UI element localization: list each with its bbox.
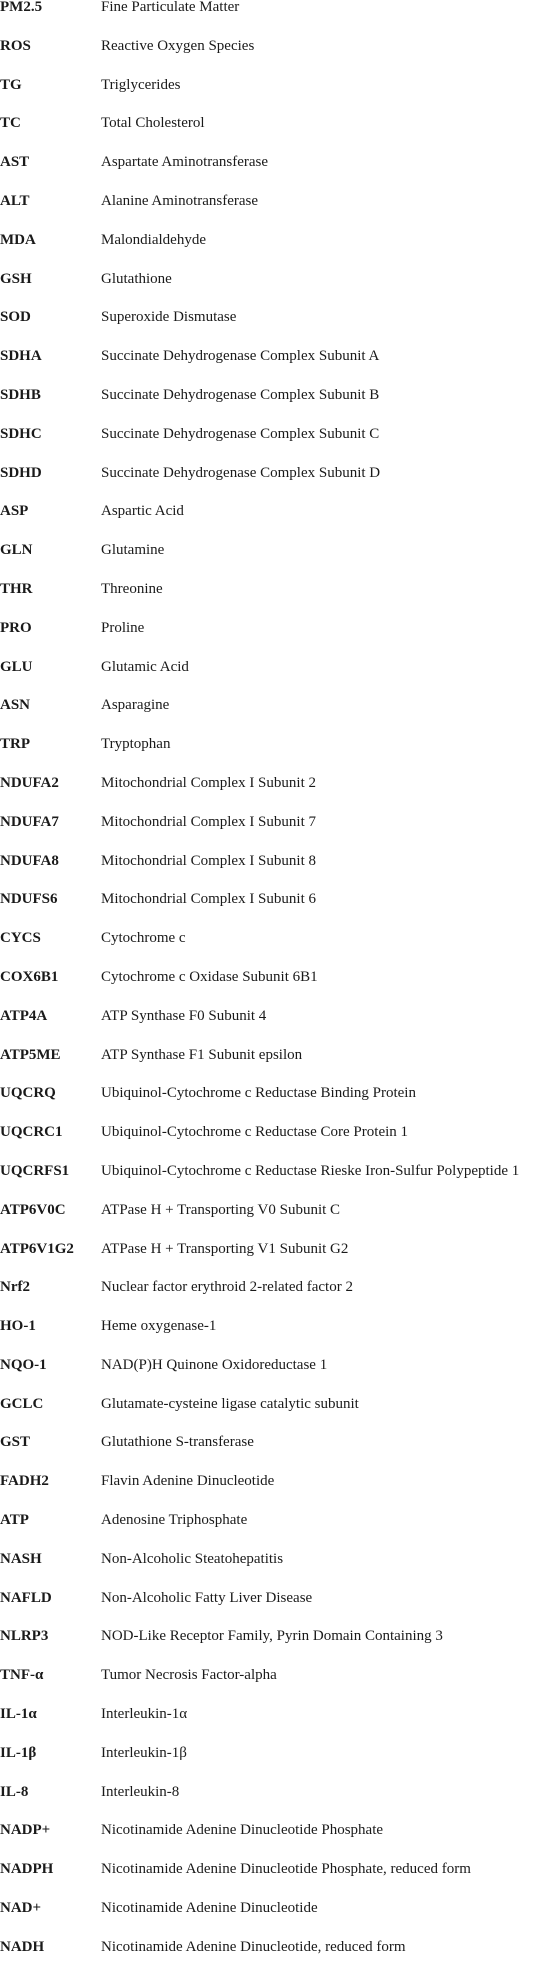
abbreviation-term: COX6B1 — [0, 968, 59, 985]
abbreviation-term: GLU — [0, 658, 33, 675]
abbreviation-term: GSH — [0, 270, 32, 287]
abbreviation-row — [0, 388, 558, 427]
abbreviation-term: PRO — [0, 619, 32, 636]
abbreviation-row — [0, 698, 558, 737]
abbreviation-term: NADP+ — [0, 1822, 51, 1839]
abbreviation-term: IL-1β — [0, 1744, 37, 1761]
abbreviation-definition: Tumor Necrosis Factor-alpha — [101, 1667, 277, 1684]
abbreviation-row — [0, 1048, 558, 1087]
abbreviation-term: ROS — [0, 37, 31, 54]
abbreviation-term: AST — [0, 154, 30, 171]
abbreviation-definition: Interleukin-1β — [101, 1744, 187, 1761]
abbreviation-definition: Flavin Adenine Dinucleotide — [101, 1473, 275, 1490]
abbreviation-row — [0, 854, 558, 893]
abbreviation-term: GST — [0, 1434, 31, 1451]
abbreviation-definition: Cytochrome c — [101, 930, 186, 947]
abbreviation-definition: Reactive Oxygen Species — [101, 37, 255, 54]
abbreviation-definition: Heme oxygenase-1 — [101, 1318, 217, 1335]
abbreviation-definition: NAD(P)H Quinone Oxidoreductase 1 — [101, 1356, 328, 1373]
abbreviation-definition: Nuclear factor erythroid 2-related factor 2 — [101, 1279, 353, 1296]
abbreviation-definition: Ubiquinol-Cytochrome c Reductase Rieske Iron-Sulfur Polypeptide 1 — [101, 1162, 520, 1179]
abbreviation-row — [0, 1668, 558, 1707]
abbreviation-term: NDUFA8 — [0, 852, 59, 869]
abbreviation-row — [0, 1629, 558, 1668]
abbreviation-definition: Succinate Dehydrogenase Complex Subunit A — [101, 348, 380, 365]
abbreviation-term: TNF-α — [0, 1667, 44, 1684]
abbreviation-definition: Nicotinamide Adenine Dinucleotide — [101, 1900, 318, 1917]
abbreviation-row — [0, 116, 558, 155]
abbreviation-definition: NOD-Like Receptor Family, Pyrin Domain Containing 3 — [101, 1628, 443, 1645]
abbreviation-row — [0, 1397, 558, 1436]
abbreviation-term: MDA — [0, 231, 36, 248]
abbreviation-definition: Aspartic Acid — [101, 503, 184, 520]
abbreviation-definition: ATP Synthase F0 Subunit 4 — [101, 1007, 267, 1024]
abbreviation-definition: Non-Alcoholic Fatty Liver Disease — [101, 1589, 313, 1606]
abbreviation-definition: Succinate Dehydrogenase Complex Subunit B — [101, 386, 380, 403]
abbreviation-row — [0, 1862, 558, 1901]
abbreviation-definition: Succinate Dehydrogenase Complex Subunit D — [101, 464, 381, 481]
abbreviation-row — [0, 78, 558, 117]
abbreviation-term: TC — [0, 115, 21, 132]
abbreviation-term: NQO-1 — [0, 1356, 47, 1373]
abbreviation-term: SDHC — [0, 425, 42, 442]
abbreviation-definition: Malondialdehyde — [101, 231, 206, 248]
abbreviation-definition: Aspartate Aminotransferase — [101, 154, 269, 171]
abbreviation-definition: Glutamate-cysteine ligase catalytic subunit — [101, 1395, 359, 1412]
abbreviation-term: NDUFA7 — [0, 813, 59, 830]
abbreviation-row — [0, 776, 558, 815]
abbreviation-row — [0, 1280, 558, 1319]
abbreviation-definition: Proline — [101, 619, 145, 636]
abbreviation-term: ATP6V0C — [0, 1201, 66, 1218]
abbreviation-term: ATP5ME — [0, 1046, 61, 1063]
abbreviation-definition: Triglycerides — [101, 76, 181, 93]
abbreviation-row — [0, 621, 558, 660]
abbreviation-definition: Glutamine — [101, 542, 165, 559]
abbreviation-term: ATP6V1G2 — [0, 1240, 74, 1257]
abbreviation-term: PM2.5 — [0, 0, 43, 15]
abbreviation-row — [0, 1358, 558, 1397]
abbreviation-term: ATP — [0, 1512, 29, 1529]
abbreviation-term: GCLC — [0, 1395, 44, 1412]
abbreviation-term: NLRP3 — [0, 1628, 49, 1645]
abbreviation-row — [0, 504, 558, 543]
abbreviation-term: ASP — [0, 503, 29, 520]
abbreviation-term: ALT — [0, 192, 30, 209]
abbreviation-row — [0, 931, 558, 970]
abbreviation-definition: Interleukin-1α — [101, 1706, 188, 1723]
abbreviation-term: NDUFA2 — [0, 774, 59, 791]
abbreviation-definition: Total Cholesterol — [101, 115, 205, 132]
abbreviation-row — [0, 1901, 558, 1940]
abbreviation-term: UQCRFS1 — [0, 1162, 70, 1179]
abbreviation-row — [0, 1086, 558, 1125]
abbreviation-term: NDUFS6 — [0, 891, 58, 908]
abbreviation-term: NASH — [0, 1550, 42, 1567]
abbreviation-row — [0, 660, 558, 699]
abbreviation-row — [0, 1513, 558, 1552]
abbreviation-definition: Mitochondrial Complex I Subunit 6 — [101, 891, 316, 908]
abbreviation-row — [0, 1435, 558, 1474]
abbreviation-term: UQCRQ — [0, 1085, 56, 1102]
abbreviation-term: ATP4A — [0, 1007, 48, 1024]
abbreviation-definition: ATP Synthase F1 Subunit epsilon — [101, 1046, 303, 1063]
abbreviation-term: FADH2 — [0, 1473, 49, 1490]
abbreviation-row — [0, 1591, 558, 1630]
abbreviation-definition: Non-Alcoholic Steatohepatitis — [101, 1550, 284, 1567]
abbreviation-term: IL-8 — [0, 1783, 29, 1800]
abbreviation-definition: Glutathione S-transferase — [101, 1434, 254, 1451]
abbreviation-term: NADH — [0, 1938, 45, 1955]
abbreviation-term: THR — [0, 580, 33, 597]
abbreviation-row — [0, 892, 558, 931]
abbreviation-term: NAD+ — [0, 1900, 42, 1917]
abbreviation-row — [0, 427, 558, 466]
abbreviation-definition: Asparagine — [101, 697, 170, 714]
abbreviation-definition: Glutathione — [101, 270, 172, 287]
abbreviation-term: SOD — [0, 309, 31, 326]
abbreviation-row — [0, 1707, 558, 1746]
abbreviation-row — [0, 1242, 558, 1281]
abbreviation-row — [0, 1319, 558, 1358]
abbreviation-definition: Interleukin-8 — [101, 1783, 180, 1800]
abbreviation-row — [0, 194, 558, 233]
abbreviation-row — [0, 1125, 558, 1164]
abbreviation-row — [0, 272, 558, 311]
abbreviation-definition: Tryptophan — [101, 736, 171, 753]
abbreviation-definition: Threonine — [101, 580, 163, 597]
abbreviation-definition: Superoxide Dismutase — [101, 309, 237, 326]
abbreviation-definition: Mitochondrial Complex I Subunit 2 — [101, 774, 316, 791]
abbreviation-term: SDHB — [0, 386, 41, 403]
abbreviation-row — [0, 815, 558, 854]
abbreviation-term: SDHA — [0, 348, 42, 365]
abbreviation-row — [0, 1474, 558, 1513]
abbreviation-row — [0, 1823, 558, 1862]
abbreviation-row — [0, 1009, 558, 1048]
abbreviation-row — [0, 1552, 558, 1591]
abbreviation-row — [0, 1164, 558, 1203]
abbreviation-definition: Nicotinamide Adenine Dinucleotide, reduced form — [101, 1938, 406, 1955]
abbreviation-term: UQCRC1 — [0, 1124, 63, 1141]
abbreviation-row — [0, 466, 558, 505]
abbreviation-row — [0, 310, 558, 349]
abbreviation-term: IL-1α — [0, 1706, 37, 1723]
abbreviation-row — [0, 582, 558, 621]
abbreviation-term: ASN — [0, 697, 31, 714]
abbreviation-term: CYCS — [0, 930, 41, 947]
abbreviation-definition: Nicotinamide Adenine Dinucleotide Phosphate, reduced form — [101, 1861, 471, 1878]
abbreviation-term: TRP — [0, 736, 30, 753]
abbreviation-row — [0, 1746, 558, 1785]
abbreviation-definition: Ubiquinol-Cytochrome c Reductase Binding Protein — [101, 1085, 416, 1102]
abbreviation-row — [0, 0, 558, 39]
abbreviation-row — [0, 39, 558, 78]
abbreviation-definition: Succinate Dehydrogenase Complex Subunit C — [101, 425, 380, 442]
abbreviation-term: NADPH — [0, 1861, 54, 1878]
abbreviation-definition: Alanine Aminotransferase — [101, 192, 259, 209]
abbreviation-definition: Mitochondrial Complex I Subunit 7 — [101, 813, 316, 830]
abbreviation-row — [0, 1203, 558, 1242]
abbreviation-row — [0, 970, 558, 1009]
abbreviation-row — [0, 737, 558, 776]
abbreviation-row — [0, 1785, 558, 1824]
abbreviation-row — [0, 543, 558, 582]
abbreviation-definition: Mitochondrial Complex I Subunit 8 — [101, 852, 316, 869]
abbreviation-definition: ATPase H + Transporting V0 Subunit C — [101, 1201, 341, 1218]
abbreviation-term: HO-1 — [0, 1318, 36, 1335]
abbreviation-definition: Nicotinamide Adenine Dinucleotide Phosphate — [101, 1822, 384, 1839]
abbreviation-definition: Adenosine Triphosphate — [101, 1512, 248, 1529]
abbreviation-term: Nrf2 — [0, 1279, 30, 1296]
abbreviation-definition: ATPase H + Transporting V1 Subunit G2 — [101, 1240, 349, 1257]
abbreviation-row — [0, 233, 558, 272]
abbreviation-definition: Glutamic Acid — [101, 658, 189, 675]
abbreviation-row — [0, 1940, 558, 1979]
abbreviation-term: TG — [0, 76, 22, 93]
abbreviation-definition: Ubiquinol-Cytochrome c Reductase Core Protein 1 — [101, 1124, 409, 1141]
abbreviation-row — [0, 349, 558, 388]
abbreviation-term: NAFLD — [0, 1589, 52, 1606]
abbreviation-definition: Cytochrome c Oxidase Subunit 6B1 — [101, 968, 318, 985]
abbreviation-row — [0, 155, 558, 194]
abbreviation-definition: Fine Particulate Matter — [101, 0, 240, 15]
abbreviation-term: GLN — [0, 542, 33, 559]
abbreviation-term: SDHD — [0, 464, 42, 481]
